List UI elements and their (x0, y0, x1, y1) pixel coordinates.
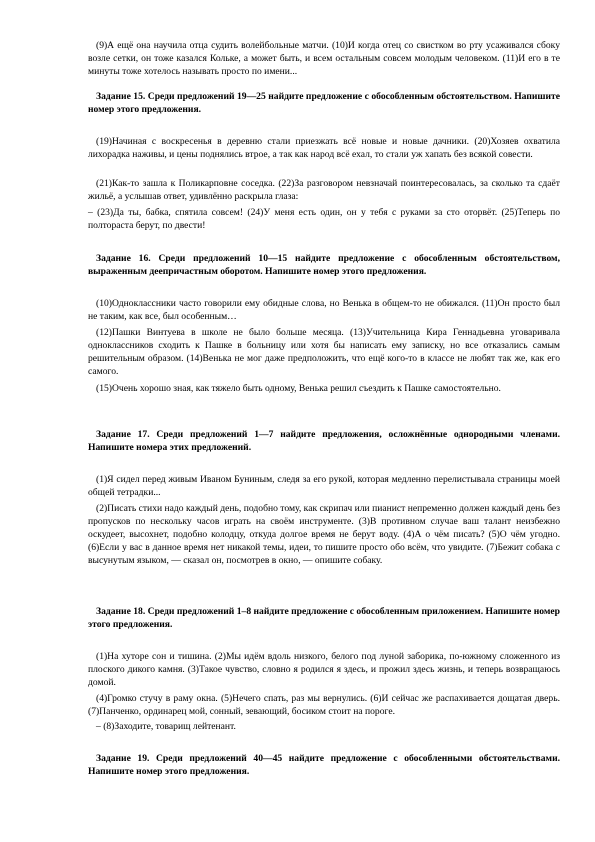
task-15-paragraph-2: (21)Как-то зашла к Поликарповне соседка. (22)За разговором невзначай поинтересовалась, за сколько та сдаёт жильё, а услышав ответ, удивлённо раскрыла глаза: (88, 178, 560, 203)
task-15-paragraph-3: – (23)Да ты, бабка, спятила совсем! (24)У меня есть один, он у тебя с руками за сто оторвёт. (25)Теперь по полтораста берут, по двести! (88, 207, 560, 232)
intro-paragraph: (9)А ещё она научила отца судить волейбольные матчи. (10)И когда отец со свистком во рту усаживался сбоку возле сетки, он тоже казался Кольке, а может быть, и всем остальным совсем молодым человеком. (11)И его в те минуты тоже хотелось называть просто по имени... (88, 40, 560, 78)
task-16-title: Задание 16. Среди предложений 10—15 найдите предложение с обособленным обстоятельством, выраженным деепричастным оборотом. Напишите номер этого предложения. (88, 253, 560, 278)
task-18-title: Задание 18. Среди предложений 1–8 найдите предложение с обособленным приложением. Напишите номер этого предложения. (88, 606, 560, 631)
task-19-title: Задание 19. Среди предложений 40—45 найдите предложение с обособленными обстоятельствами. Напишите номер этого предложения. (88, 753, 560, 778)
task-18-paragraph-3: – (8)Заходите, товарищ лейтенант. (96, 721, 236, 732)
task-16-paragraph-3: (15)Очень хорошо зная, как тяжело быть одному, Венька решил съездить к Пашке самостоятельно. (96, 383, 501, 394)
task-15-paragraph-1: (19)Начиная с воскресенья в деревню стали приезжать всё новые и новые дачники. (20)Хозяев охватила лихорадка наживы, и цены поднялись втрое, а так как народ всё ехал, то стали уж хапать без всякой совести. (88, 136, 560, 161)
task-16-paragraph-1: (10)Одноклассники часто говорили ему обидные слова, но Венька в общем-то не обижался. (11)Он просто был не таким, как все, был особенным… (88, 298, 560, 323)
task-17-paragraph-1: (1)Я сидел перед живым Иваном Буниным, следя за его рукой, которая медленно перелистывала страницы моей общей тетрадки... (88, 474, 560, 499)
task-15-title: Задание 15. Среди предложений 19—25 найдите предложение с обособленным обстоятельством. Напишите номер этого предложения. (88, 91, 560, 116)
task-17-title: Задание 17. Среди предложений 1—7 найдите предложения, осложнённые однородными членами. Напишите номера этих предложений. (88, 429, 560, 454)
task-18-paragraph-2: (4)Громко стучу в раму окна. (5)Нечего спать, раз мы вернулись. (6)И сейчас же распахивается дощатая дверь. (7)Панченко, ординарец мой, сонный, зевающий, босиком стоит на пороге. (88, 693, 560, 718)
task-16-paragraph-2: (12)Пашки Винтуева в школе не было больше месяца. (13)Учительница Кира Геннадьевна уговаривала одноклассников сходить к Пашке в больницу или хотя бы написать ему записку, но все отказались самым решительным образом. (14)Венька не мог даже предположить, что ещё кого-то в классе не любят так же, как его самого. (88, 327, 560, 378)
task-17-paragraph-2: (2)Писать стихи надо каждый день, подобно тому, как скрипач или пианист непременно должен каждый день без пропусков по нескольку часов играть на своём инструменте. (3)В противном случае ваш талант неизбежно оскудеет, высохнет, подобно колодцу, откуда долгое время не берут воду. (4)А о чём писать? (5)О чём угодно. (6)Если у вас в данное время нет никакой темы, идеи, то пишите просто обо всём, что увидите. (7)Бежит собака с высунутым языком, — сказал он, посмотрев в окно, — опишите собаку. (88, 503, 560, 567)
task-18-paragraph-1: (1)На хуторе сон и тишина. (2)Мы идём вдоль низкого, белого под луной заборика, по-южному сложенного из плоского дикого камня. (3)Такое чувство, словно я родился я здесь, и прожил здесь жизнь, и теперь возвращаюсь домой. (88, 651, 560, 689)
